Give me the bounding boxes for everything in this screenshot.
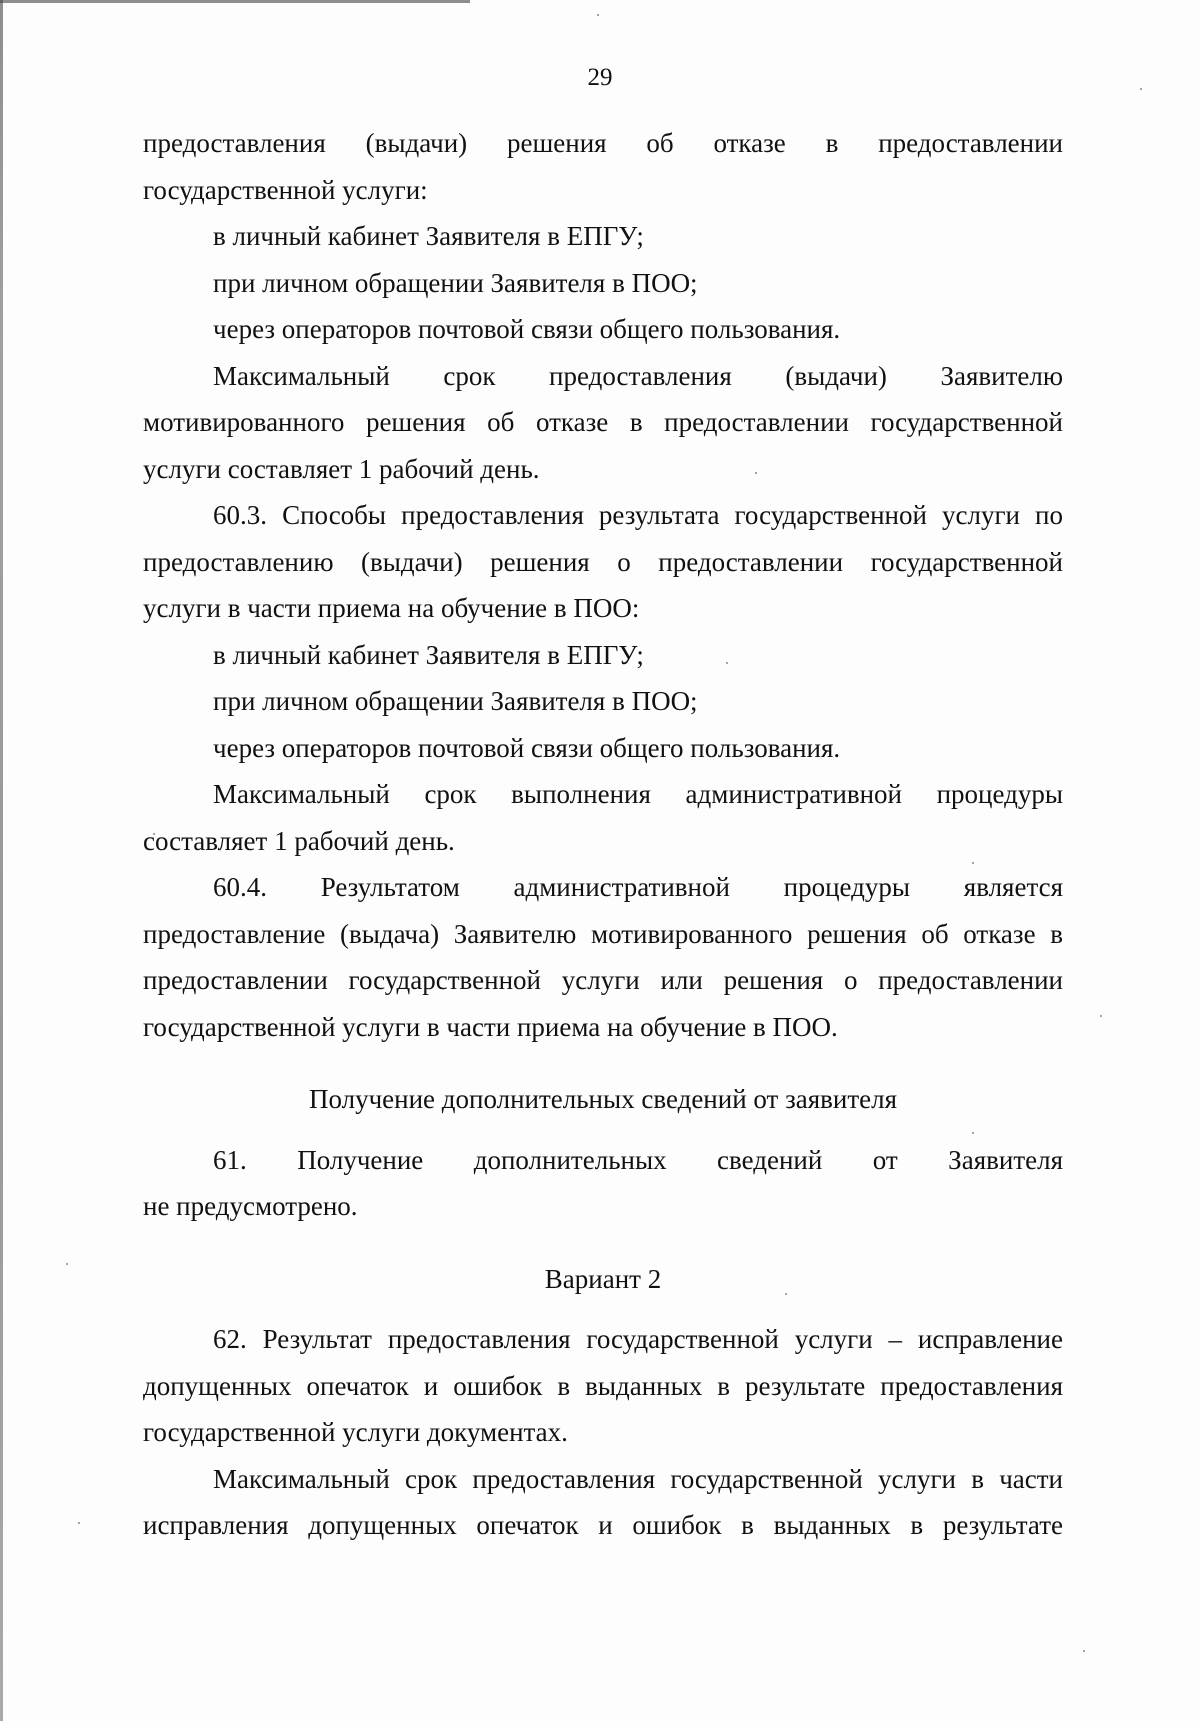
scan-speck (1100, 1015, 1102, 1017)
list-item: через операторов почтовой связи общего пользования. (213, 732, 841, 763)
text-line: предоставлению (выдачи) решения о предоставлении государственной (143, 546, 1063, 577)
scan-speck (1083, 1650, 1085, 1652)
text-line: Максимальный срок предоставления (выдачи) Заявителю (213, 360, 1063, 391)
text-line: предоставлении государственной услуги или решения о предоставлении (143, 965, 1063, 995)
scan-speck (597, 14, 599, 16)
text-line: не предусмотрено. (143, 1191, 358, 1221)
text-line: государственной услуги документах. (143, 1417, 568, 1447)
text-line: исправления допущенных опечаток и ошибок в выданных в результате (143, 1510, 1063, 1540)
list-item: в личный кабинет Заявителя в ЕПГУ; (213, 221, 644, 251)
scan-left-edge (0, 0, 3, 1721)
text-line: государственной услуги: (143, 174, 428, 205)
section-heading: Получение дополнительных сведений от заявителя (308, 1084, 898, 1114)
list-item: при личном обращении Заявителя в ПОО; (213, 267, 698, 298)
text-line: предоставление (выдача) Заявителю мотивированного решения об отказе в (143, 918, 1063, 949)
clause-61: 61. Получение дополнительных сведений от Заявителя (213, 1144, 1063, 1175)
section-heading: Вариант 2 (544, 1263, 662, 1294)
list-item: в личный кабинет Заявителя в ЕПГУ; (213, 639, 644, 670)
list-item: через операторов почтовой связи общего пользования. (213, 314, 841, 344)
text-line: Максимальный срок выполнения административной процедуры (213, 779, 1063, 809)
clause-60-3: 60.3. Способы предоставления результата государственной услуги по (213, 500, 1063, 530)
text-line: допущенных опечаток и ошибок в выданных в результате предоставления (143, 1370, 1063, 1401)
text-line: услуги в части приема на обучение в ПОО: (143, 593, 640, 623)
scan-top-edge (0, 0, 470, 3)
list-item: при личном обращении Заявителя в ПОО; (213, 686, 698, 716)
text-line: услуги составляет 1 рабочий день. (143, 453, 540, 484)
text-line: составляет 1 рабочий день. (143, 825, 455, 856)
document-body (143, 120, 1063, 1549)
page-number: 29 (587, 64, 613, 91)
text-line: государственной услуги в части приема на обучение в ПОО. (143, 1011, 838, 1042)
scan-speck (78, 1522, 80, 1524)
clause-60-4: 60.4. Результатом административной процедуры является (213, 872, 1063, 902)
text-line: предоставления (выдачи) решения об отказе в предоставлении (143, 128, 1063, 158)
text-line: мотивированного решения об отказе в предоставлении государственной (143, 407, 1063, 437)
text-line: Максимальный срок предоставления государственной услуги в части (213, 1463, 1063, 1494)
scan-speck (66, 1263, 68, 1265)
clause-62: 62. Результат предоставления государственной услуги – исправление (213, 1324, 1063, 1354)
